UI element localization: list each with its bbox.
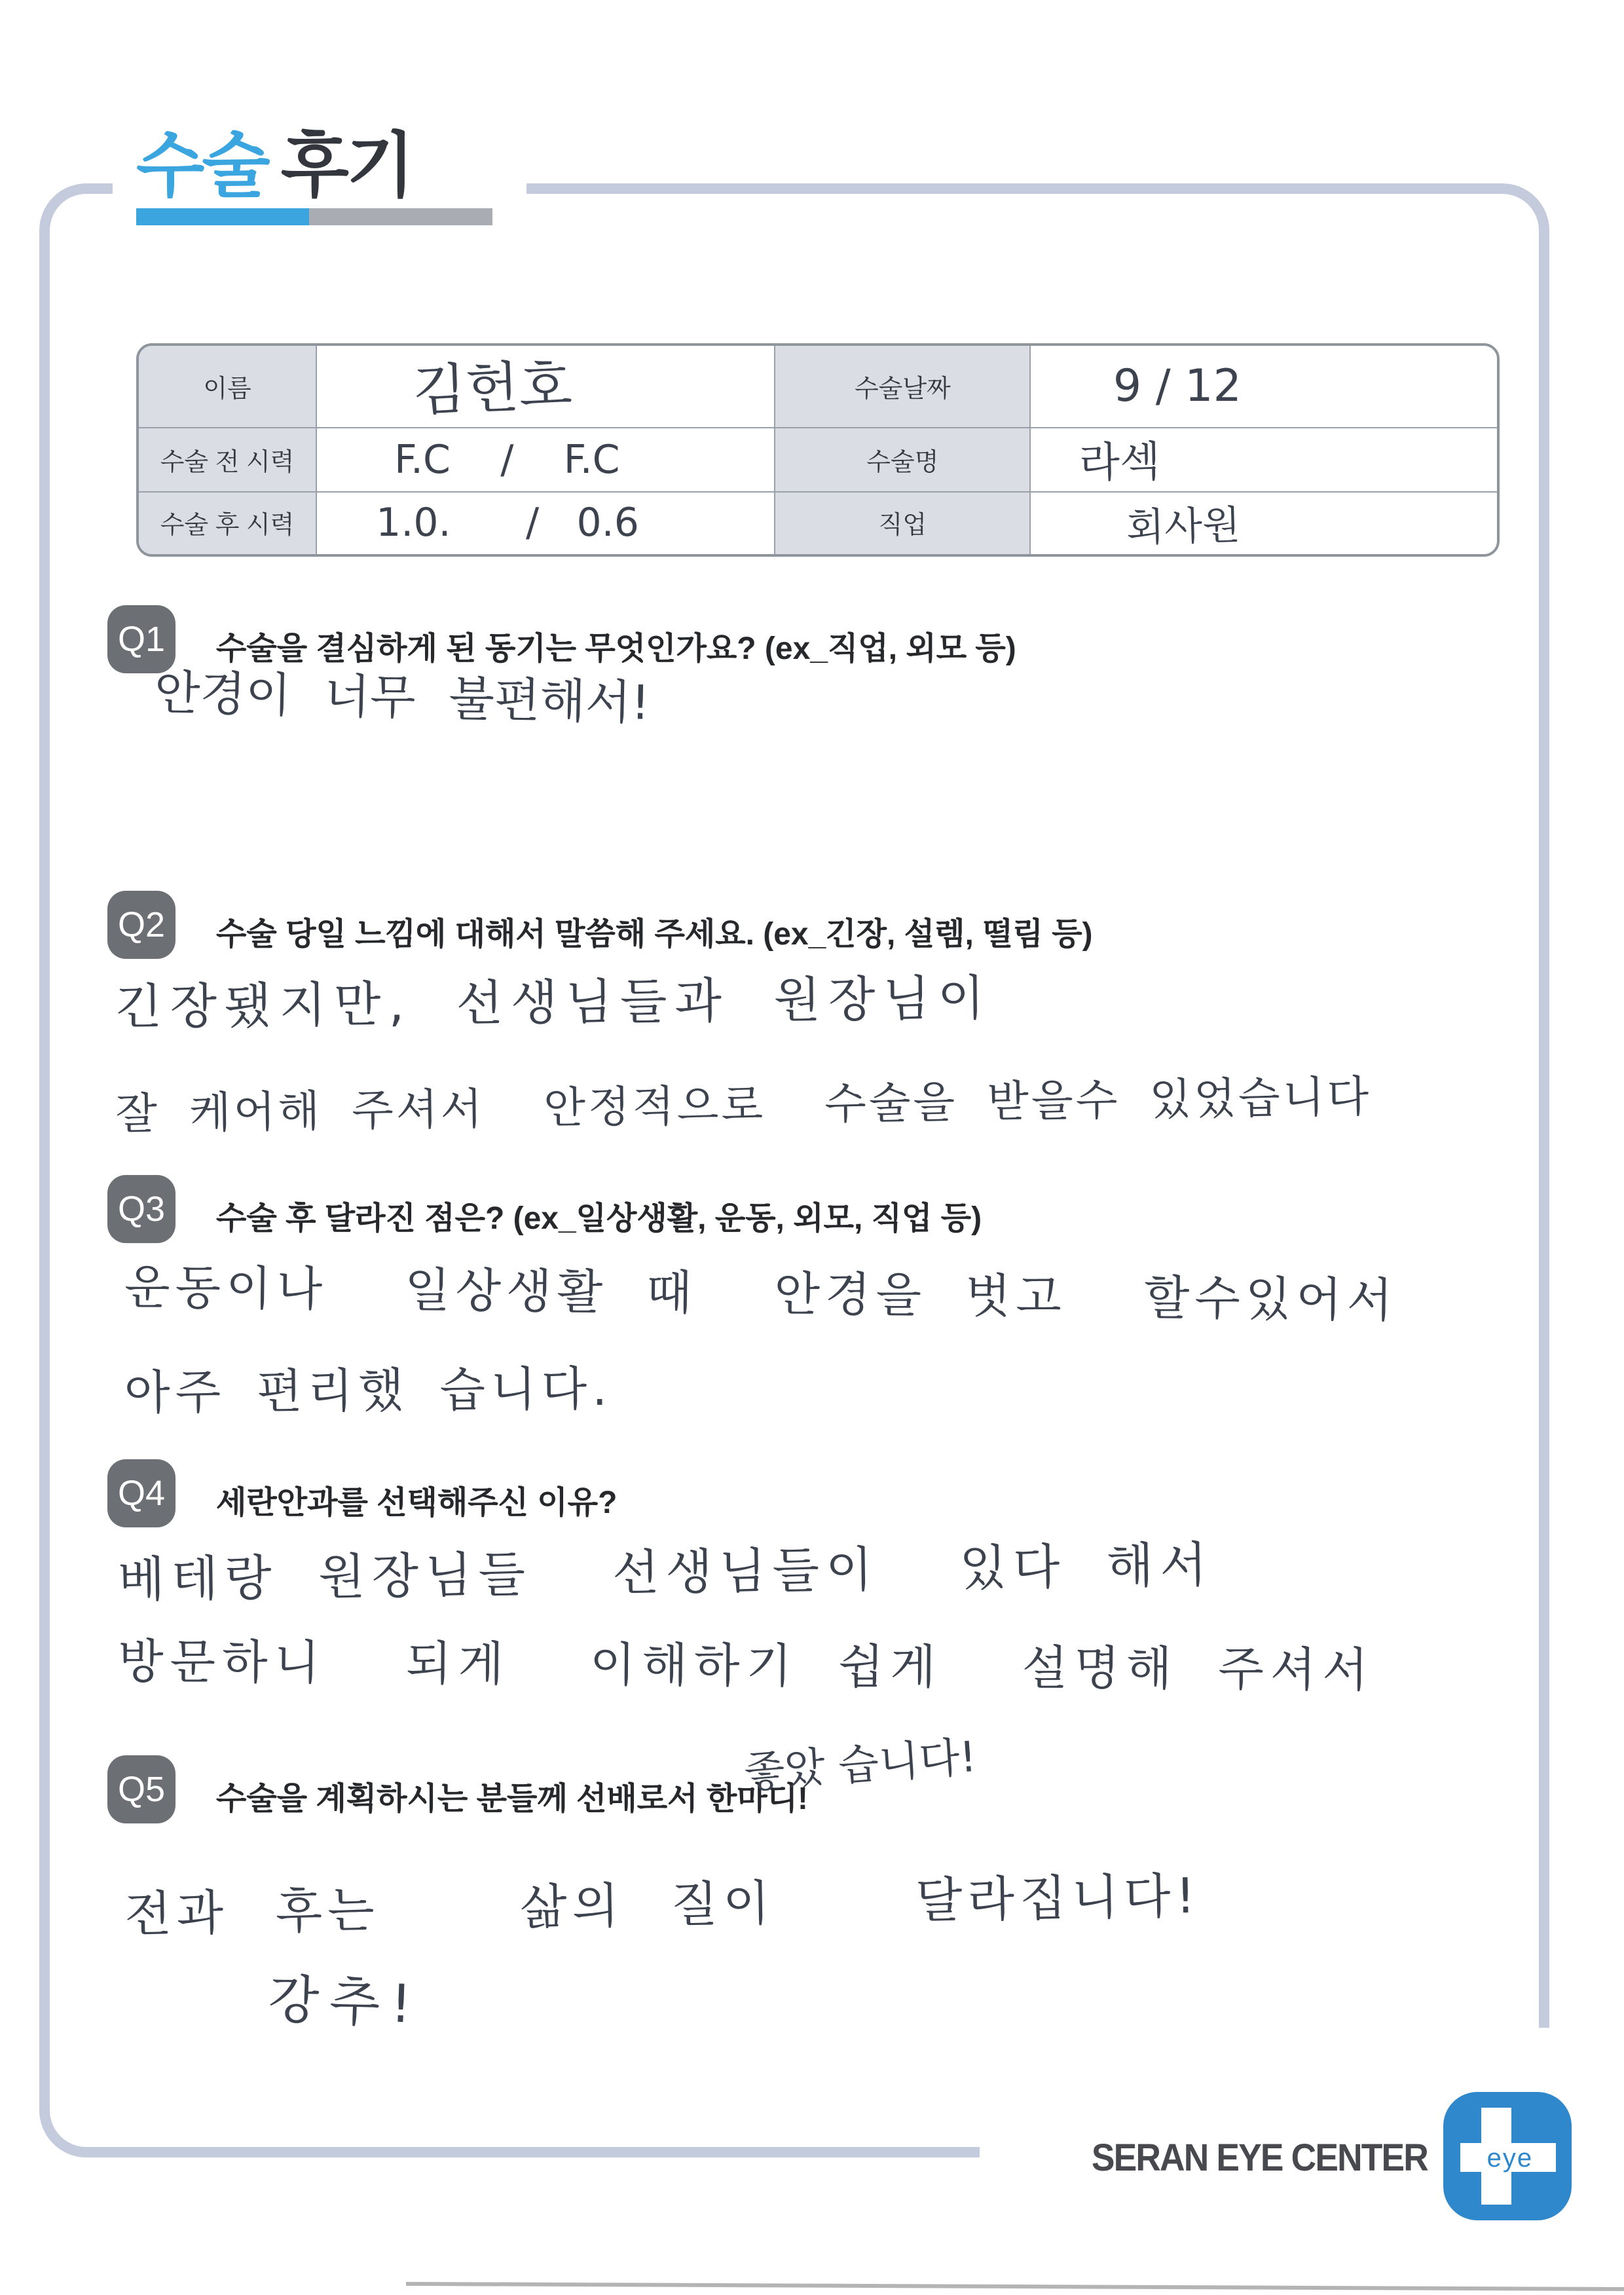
table-row [139,491,1497,554]
title-underline-gray [309,208,492,225]
value-vision-before [316,427,775,491]
label-vision-before: 수술 전 시력 [139,427,316,491]
q4-badge: Q4 [107,1459,175,1527]
q1-answer-line: 안경이 너무 불편해서! [154,667,651,731]
q1-badge: Q1 [107,605,175,673]
handwritten-name: 김헌호 [411,353,574,423]
q3-badge: Q3 [107,1175,175,1243]
q3-answer-line: 아주 편리했 습니다. [124,1362,613,1421]
q4-answer-line: 베테랑 원장님들 선생님들이 있다 해서 [117,1537,1214,1609]
page-title [136,110,412,211]
handwritten-occupation: 회사원 [1126,502,1241,551]
patient-info-table [136,343,1500,557]
handwritten-surgery-name: 라섹 [1079,436,1161,488]
title-underline-blue [136,208,309,225]
title-underline [136,208,492,225]
q2-question: 수술 당일 느낌에 대해서 말씀해 주세요. (ex_긴장, 설렘, 떨림 등) [216,917,1093,952]
value-vision-after [316,491,775,554]
label-name: 이름 [139,346,316,427]
q5-badge: Q5 [107,1755,175,1823]
page-title-part1: 수술 [136,127,268,206]
q4-answer-line: 방문하니 되게 이해하기 쉽게 설명해 주셔서 [117,1635,1375,1698]
handwritten-vision-after: 1.0. / 0.6 [376,500,639,546]
page-title-part2: 후기 [280,127,413,206]
q5-inline-answer: 좋았 습니다! [743,1731,978,1798]
value-occupation [1029,491,1497,554]
q1-question: 수술을 결심하게 된 동기는 무엇인가요? (ex_직업, 외모 등) [216,631,1016,667]
value-surgery-date [1029,346,1497,427]
q2-badge: Q2 [107,891,175,959]
handwritten-surgery-date: 9 / 12 [1113,360,1242,413]
table-row [139,346,1497,427]
q3-answer-line: 운동이나 일상생활 때 안경을 벗고 할수있어서 [124,1261,1398,1329]
brand-name: SERAN EYE CENTER [1091,2138,1428,2180]
label-surgery-date: 수술날짜 [775,346,1029,427]
table-row [139,427,1497,491]
value-name [316,346,775,427]
handwritten-vision-before: F.C / F.C [394,437,620,483]
q2-answer-line: 잘 케어해 주셔서 안정적으로 수술을 받을수 있었습니다 [115,1070,1372,1140]
q5-answer-line: 전과 후는 삶의 질이 달라집니다! [124,1867,1201,1943]
q5-question: 수술을 계획하시는 분들께 선배로서 한마디! [216,1782,808,1817]
label-surgery-name: 수술명 [775,427,1029,491]
value-surgery-name [1029,427,1497,491]
q5-answer-line: 강추! [267,1969,423,2036]
label-vision-after: 수술 후 시력 [139,491,316,554]
q2-answer-line: 긴장됐지만, 선생님들과 원장님이 [115,969,993,1036]
q3-question: 수술 후 달라진 점은? (ex_일상생활, 운동, 외모, 직업 등) [216,1201,982,1237]
scanner-edge-artifact [406,2282,1624,2291]
q4-question: 세란안과를 선택해주신 이유? [216,1485,618,1521]
label-occupation: 직업 [775,491,1029,554]
eye-center-logo-icon [1443,2092,1572,2220]
logo-eye-text: eye [1486,2144,1534,2174]
